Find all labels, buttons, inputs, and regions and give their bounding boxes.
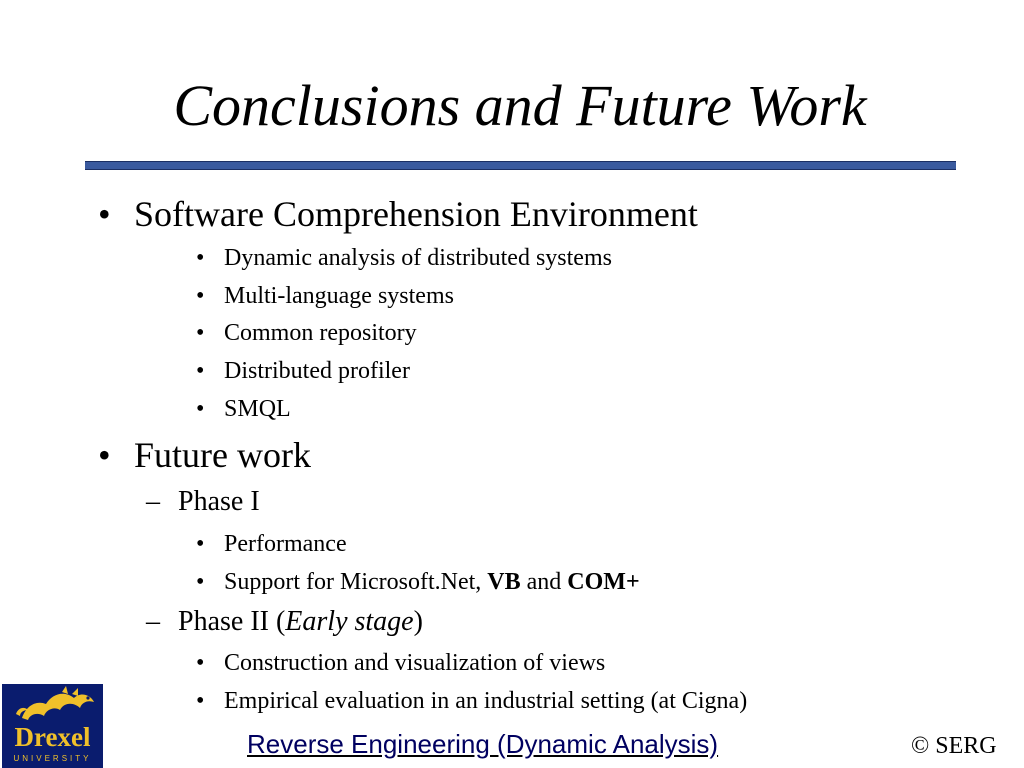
- bullet-text: Future work: [134, 435, 311, 475]
- dash-glyph: –: [146, 606, 160, 637]
- sub-bullet-text: Distributed profiler: [224, 358, 410, 384]
- dash-item-phase-1: [146, 486, 260, 518]
- early-stage-emphasis: Early stage: [285, 606, 414, 637]
- bullet-future-work: [98, 435, 311, 475]
- footer-course-title: Reverse Engineering (Dynamic Analysis): [247, 729, 719, 759]
- dash-item-text: Phase II (: [178, 606, 286, 637]
- sub-bullet-text: Empirical evaluation in an industrial setting (at Cigna): [224, 688, 748, 714]
- drexel-logo: [2, 684, 103, 768]
- sub-bullet: [196, 649, 605, 677]
- bullet-glyph: •: [196, 283, 205, 309]
- sub-bullet: [196, 687, 747, 715]
- bullet-glyph: •: [196, 569, 205, 595]
- bullet-glyph: •: [196, 396, 205, 422]
- sub-bullet: [196, 395, 291, 423]
- sub-bullet: [196, 530, 347, 558]
- sub-bullet-text: Support for Microsoft.Net,: [224, 569, 488, 595]
- bullet-glyph: •: [196, 531, 205, 557]
- sub-bullet: [196, 357, 410, 385]
- title-divider: [85, 161, 956, 170]
- dragon-icon: [2, 684, 103, 726]
- bullet-glyph: •: [196, 650, 205, 676]
- bullet-glyph: •: [98, 194, 111, 234]
- slide-title: Conclusions and Future Work: [173, 73, 867, 138]
- sub-bullet-text: SMQL: [224, 396, 291, 422]
- bullet-glyph: •: [196, 320, 205, 346]
- sub-bullet-text: Multi-language systems: [224, 283, 454, 309]
- logo-wordmark: Drexel: [14, 722, 91, 752]
- bullet-glyph: •: [196, 245, 205, 271]
- vb-emphasis: VB: [487, 569, 521, 595]
- sub-bullet-text: Common repository: [224, 320, 417, 346]
- sub-bullet-text: Dynamic analysis of distributed systems: [224, 245, 612, 271]
- logo-subtitle: UNIVERSITY: [13, 754, 92, 763]
- dash-item-text: Phase I: [178, 486, 260, 517]
- com-emphasis: COM+: [567, 569, 640, 595]
- bullet-glyph: •: [98, 435, 111, 475]
- dash-glyph: –: [146, 486, 160, 517]
- bullet-glyph: •: [196, 358, 205, 384]
- and-text: and: [520, 569, 568, 595]
- dash-item-suffix: ): [413, 606, 423, 637]
- bullet-glyph: •: [196, 688, 205, 714]
- bullet-software-comprehension: [98, 194, 698, 234]
- bullet-text: Software Comprehension Environment: [134, 194, 698, 234]
- footer-copyright: © SERG: [911, 733, 997, 759]
- dash-item-phase-2: [146, 606, 423, 638]
- sub-bullet: [196, 282, 454, 310]
- sub-bullet: [196, 244, 612, 272]
- sub-bullet: [196, 568, 640, 596]
- sub-bullet-text: Performance: [224, 531, 347, 557]
- sub-bullet: [196, 319, 417, 347]
- sub-bullet-text: Construction and visualization of views: [224, 650, 606, 676]
